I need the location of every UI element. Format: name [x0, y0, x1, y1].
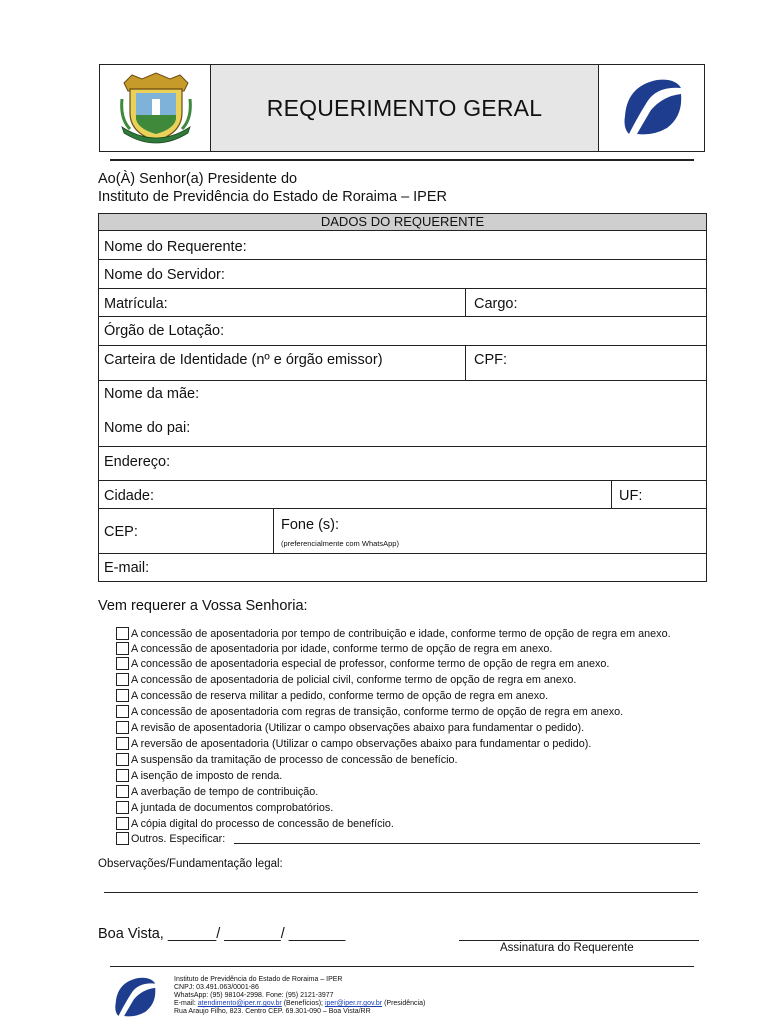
nome-pai-label: Nome do pai:	[104, 420, 191, 436]
option-checkbox[interactable]	[116, 737, 129, 750]
footer-line: CNPJ: 03.491.063/0001-86	[174, 984, 259, 991]
option-label: A concessão de aposentadoria por idade, conforme termo de opção de regra em anexo.	[131, 643, 553, 655]
option-label: A juntada de documentos comprobatórios.	[131, 802, 334, 814]
row-divider	[99, 553, 706, 554]
option-label: A concessão de aposentadoria de policial civil, conforme termo de opção de regra em anexo.	[131, 674, 577, 686]
orgao-lotacao-label: Órgão de Lotação:	[104, 323, 225, 339]
option-checkbox[interactable]	[116, 642, 129, 655]
email-label: E-mail:	[104, 560, 150, 576]
col-divider	[465, 288, 466, 316]
footer-iper-logo-icon	[110, 975, 158, 1019]
signature-label: Assinatura do Requerente	[500, 942, 634, 954]
option-label: A reversão de aposentadoria (Utilizar o campo observações abaixo para fundamentar o pedido).	[131, 738, 592, 750]
row-divider	[99, 508, 706, 509]
observations-line	[104, 892, 698, 893]
header-left-cell	[100, 65, 211, 151]
row-divider	[99, 288, 706, 289]
email-atendimento-link[interactable]: atendimento@iper.rr.gov.br	[197, 1000, 282, 1007]
nome-requerente-label: Nome do Requerente:	[104, 239, 247, 255]
observations-label: Observações/Fundamentação legal:	[98, 858, 283, 870]
form-title: DADOS DO REQUERENTE	[99, 214, 706, 231]
footer-email-line	[174, 1000, 425, 1008]
matricula-label: Matrícula:	[104, 296, 168, 312]
email-note: (Presidência)	[382, 1000, 426, 1007]
option-label: A cópia digital do processo de concessão de benefício.	[131, 818, 394, 830]
email-iper-link[interactable]: iper@iper.rr.gov.br	[324, 1000, 383, 1007]
header-right-cell	[599, 65, 705, 151]
email-prefix: E-mail:	[174, 1000, 198, 1007]
row-divider	[99, 345, 706, 346]
option-checkbox[interactable]	[116, 689, 129, 702]
row-divider	[99, 446, 706, 447]
footer-line: Rua Araujo Filho, 823. Centro CEP. 69.301-090 – Boa Vista/RR	[174, 1008, 371, 1015]
email-note: (Benefícios);	[281, 1000, 325, 1007]
request-intro: Vem requerer a Vossa Senhoria:	[98, 598, 308, 614]
option-label: Outros. Especificar:	[131, 833, 226, 845]
footer-divider	[110, 966, 694, 967]
nome-servidor-label: Nome do Servidor:	[104, 267, 225, 283]
nome-mae-label: Nome da mãe:	[104, 386, 200, 402]
option-label: A isenção de imposto de renda.	[131, 770, 283, 782]
option-label: A averbação de tempo de contribuição.	[131, 786, 319, 798]
option-checkbox[interactable]	[116, 657, 129, 670]
option-checkbox[interactable]	[116, 705, 129, 718]
header-title-cell	[211, 65, 599, 151]
requester-form	[98, 213, 707, 582]
option-checkbox[interactable]	[116, 769, 129, 782]
page-title: REQUERIMENTO GERAL	[266, 94, 543, 121]
footer-line: Instituto de Previdência do Estado de Roraima – IPER	[174, 976, 343, 983]
col-divider	[465, 345, 466, 380]
row-divider	[99, 480, 706, 481]
footer-line: WhatsApp: (95) 98104-2998. Fone: (95) 2121-3977	[174, 992, 334, 999]
outros-specify-line	[234, 843, 700, 844]
coat-of-arms-icon	[118, 69, 194, 147]
cep-label: CEP:	[104, 524, 138, 540]
footer-info	[174, 976, 425, 1016]
option-label: A concessão de reserva militar a pedido, conforme termo de opção de regra em anexo.	[131, 690, 549, 702]
option-label: A concessão de aposentadoria especial de professor, conforme termo de opção de regra em anexo.	[131, 658, 610, 670]
place-date: Boa Vista, ______/ _______/ _______	[98, 926, 346, 942]
col-divider	[611, 480, 612, 508]
col-divider	[273, 508, 274, 553]
fone-note: (preferencialmente com WhatsApp)	[281, 539, 399, 548]
option-checkbox[interactable]	[116, 627, 129, 640]
iper-logo-icon	[617, 76, 685, 138]
option-checkbox[interactable]	[116, 721, 129, 734]
signature-line	[459, 940, 699, 941]
addressee-line1: Ao(À) Senhor(a) Presidente do	[98, 171, 298, 187]
header	[99, 64, 705, 152]
option-label: A concessão de aposentadoria com regras de transição, conforme termo de opção de regra em anexo.	[131, 706, 624, 718]
cidade-label: Cidade:	[104, 488, 154, 504]
header-divider	[110, 159, 694, 161]
option-label: A revisão de aposentadoria (Utilizar o campo observações abaixo para fundamentar o pedido).	[131, 722, 585, 734]
option-label: A suspensão da tramitação de processo de concessão de benefício.	[131, 754, 458, 766]
option-checkbox[interactable]	[116, 673, 129, 686]
option-checkbox[interactable]	[116, 817, 129, 830]
option-checkbox[interactable]	[116, 832, 129, 845]
cargo-label: Cargo:	[474, 296, 518, 312]
option-checkbox[interactable]	[116, 785, 129, 798]
option-checkbox[interactable]	[116, 753, 129, 766]
row-divider	[99, 316, 706, 317]
option-checkbox[interactable]	[116, 801, 129, 814]
fone-label: Fone (s):	[281, 517, 340, 533]
uf-label: UF:	[619, 488, 643, 504]
option-label: A concessão de aposentadoria por tempo de contribuição e idade, conforme termo de opção de regra em anexo.	[131, 628, 671, 640]
cpf-label: CPF:	[474, 352, 508, 368]
endereco-label: Endereço:	[104, 454, 171, 470]
row-divider	[99, 380, 706, 381]
row-divider	[99, 259, 706, 260]
addressee-line2: Instituto de Previdência do Estado de Roraima – IPER	[98, 189, 447, 205]
carteira-identidade-label: Carteira de Identidade (nº e órgão emissor)	[104, 352, 383, 368]
